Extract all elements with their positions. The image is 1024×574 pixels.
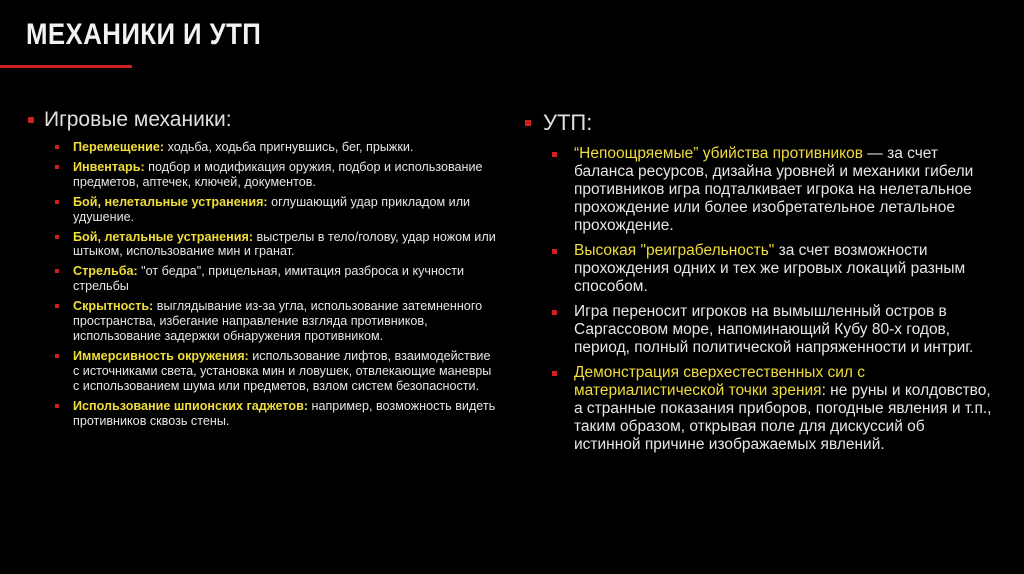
- item-label: Бой, нелетальные устранения:: [73, 194, 268, 209]
- list-item: [552, 145, 995, 235]
- item-text: "от бедра", прицельная, имитация разброса и кучности стрельбы: [73, 264, 465, 294]
- bullet-square-icon: [55, 304, 59, 308]
- mechanics-heading: Игровые механики:: [44, 108, 232, 131]
- bullet-square-icon: [55, 165, 59, 169]
- item-text: оглушающий удар прикладом или удушение.: [73, 194, 471, 224]
- item-text: — за счет баланса ресурсов, дизайна уровней и механики гибели противников игра подталкивает игрока на нелетальное прохождение или более изобретательное летальное прохождение.: [574, 145, 974, 234]
- usp-heading: УТП:: [543, 110, 593, 135]
- item-label: Перемещение:: [73, 140, 165, 154]
- item-label: “Непоощряемые” убийства противников: [574, 145, 863, 162]
- item-text: использование лифтов, взаимодействие с источниками света, установка мин и ловушек, отвлекающие маневры с использованием шума или предметов, взлом систем безопасности.: [73, 348, 492, 393]
- item-label: Иммерсивность окружения:: [73, 348, 249, 363]
- item-label: Стрельба:: [73, 264, 138, 279]
- item-label: Использование шпионских гаджетов:: [73, 398, 309, 413]
- slide-title: МЕХАНИКИ И УТП: [26, 18, 262, 51]
- item-text: за счет возможности прохождения одних и тех же игровых локаций разным способом.: [574, 242, 966, 295]
- item-text: Игра переносит игроков на вымышленный остров в Саргассовом море, напоминающий Кубу 80-х годов, период, полный политической напряженности и интриг.: [574, 303, 974, 356]
- bullet-square-icon: [55, 269, 59, 273]
- mechanics-column: [28, 108, 498, 433]
- mechanics-list: [55, 140, 498, 428]
- bullet-square-icon: [55, 235, 59, 239]
- item-text: ходьба, ходьба пригнувшись, бег, прыжки.: [164, 140, 414, 154]
- bullet-square-icon: [552, 310, 557, 315]
- item-label: Инвентарь:: [73, 159, 145, 174]
- usp-column: [525, 110, 995, 461]
- list-item: [55, 399, 498, 429]
- bullet-square-icon: [525, 120, 531, 126]
- item-text: выстрелы в тело/голову, удар ножом или штыком, использование мин и гранат.: [73, 229, 496, 259]
- list-item: [55, 230, 498, 260]
- bullet-square-icon: [552, 152, 557, 157]
- bullet-square-icon: [55, 200, 59, 204]
- mechanics-heading-row: [28, 108, 498, 132]
- item-label: Скрытность:: [73, 299, 154, 314]
- item-label: Демонстрация сверхестественных сил с материалистической точки зрения: [574, 364, 866, 399]
- bullet-square-icon: [55, 145, 59, 149]
- usp-heading-row: [525, 110, 995, 136]
- item-text: подбор и модификация оружия, подбор и использование предметов, аптечек, ключей, документов.: [73, 159, 483, 189]
- list-item: [55, 160, 498, 190]
- list-item: [55, 195, 498, 225]
- item-label: Высокая "реиграбельность": [574, 242, 775, 259]
- list-item: [552, 242, 995, 296]
- bullet-square-icon: [55, 354, 59, 358]
- item-text: выглядывание из-за угла, использование затемненного пространства, избегание направление взгляда противников, использование задержки обнаружения противником.: [73, 299, 483, 343]
- item-label: Бой, летальные устранения:: [73, 229, 253, 244]
- title-accent-rule: [0, 65, 132, 68]
- list-item: [55, 349, 498, 394]
- list-item: [552, 303, 995, 357]
- bullet-square-icon: [552, 249, 557, 254]
- bullet-square-icon: [28, 117, 34, 123]
- item-text: например, возможность видеть противников сквозь стены.: [73, 398, 496, 428]
- list-item: [552, 364, 995, 454]
- list-item: [55, 299, 498, 344]
- bullet-square-icon: [55, 404, 59, 408]
- item-text: : не руны и колдовство, а странные показания приборов, погодные явления и т.п., таким образом, открывая поле для дискуссий об истинной причине изображаемых явлений.: [574, 382, 992, 453]
- usp-list: [552, 145, 995, 454]
- bullet-square-icon: [552, 371, 557, 376]
- list-item: [55, 140, 498, 155]
- list-item: [55, 264, 498, 294]
